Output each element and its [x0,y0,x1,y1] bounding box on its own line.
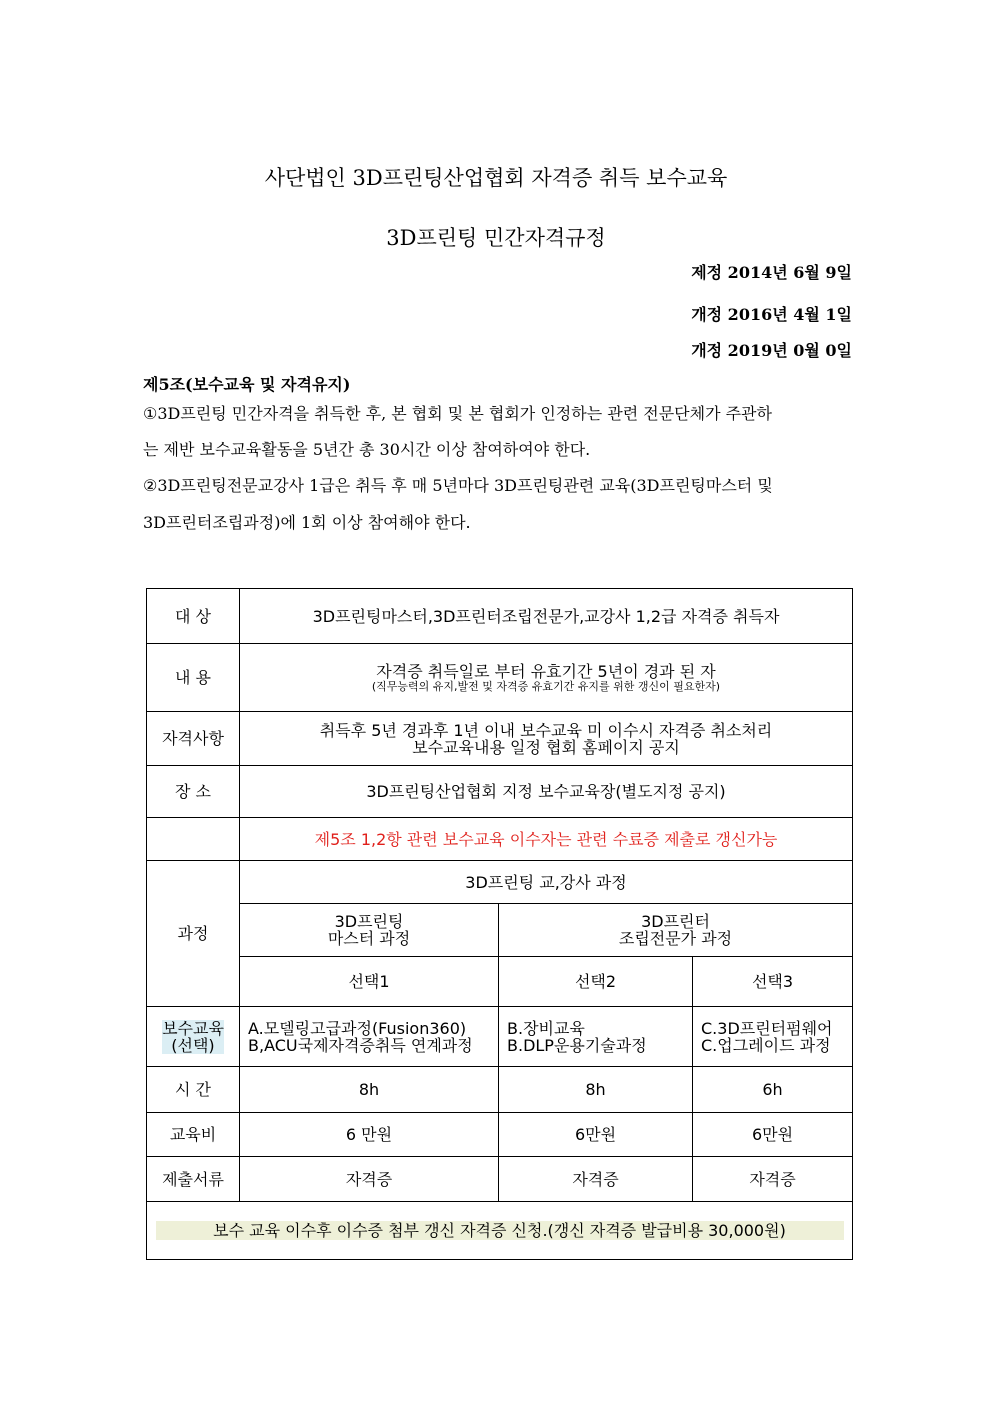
place-value: 3D프린팅산업협회 지정 보수교육장(별도지정 공지) [240,766,853,818]
education-option-1-line-2: B,ACU국제자격증취득 연계과정 [248,1035,473,1055]
course-label: 과정 [147,861,240,1007]
footer-cell [147,1202,853,1260]
paragraph-2-line-1: ②3D프린팅전문교강사 1급은 취득 후 매 5년마다 3D프린팅관련 교육(3D프린팅마스터 및 [143,476,773,495]
assembly-course-cell [499,904,853,957]
time-label: 시 간 [147,1067,240,1113]
qualification-row [147,712,853,766]
paragraph-1-line-2: 는 제반 보수교육활동을 5년간 총 30시간 이상 참여하여야 한다. [143,440,591,459]
choice-1: 선택1 [240,957,499,1007]
course-type-row [147,904,853,957]
education-label-line-2: (선택) [171,1035,215,1055]
documents-row [147,1157,853,1202]
qualification-label: 자격사항 [147,712,240,766]
content-value: 자격증 취득일로 부터 유효기간 5년이 경과 된 자 [376,661,716,681]
fee-1: 6 만원 [240,1113,499,1157]
course-header: 3D프린팅 교,강사 과정 [240,861,853,904]
education-table [146,588,853,1260]
documents-2: 자격증 [499,1157,693,1202]
notice-text: 제5조 1,2항 관련 보수교육 이수자는 관련 수료증 제출로 갱신가능 [240,818,853,861]
education-option-3 [693,1007,853,1067]
place-row [147,766,853,818]
fee-2: 6만원 [499,1113,693,1157]
qualification-line-1: 취득후 5년 경과후 1년 이내 보수교육 미 이수시 자격증 취소처리 [319,720,773,740]
revision-date-1: 개정 2016년 4월 1일 [691,305,852,324]
time-2: 8h [499,1067,693,1113]
document-title: 사단법인 3D프린팅산업협회 자격증 취득 보수교육 [264,166,728,190]
content-label: 내 용 [147,644,240,712]
place-label: 장 소 [147,766,240,818]
content-row [147,644,853,712]
choice-3: 선택3 [693,957,853,1007]
target-row [147,589,853,644]
education-option-2-line-1: B.장비교육 [507,1018,585,1038]
education-option-3-line-2: C.업그레이드 과정 [701,1035,831,1055]
master-course-line-2: 마스터 과정 [327,929,411,948]
education-option-1 [240,1007,499,1067]
course-header-row [147,861,853,904]
documents-3: 자격증 [693,1157,853,1202]
article-heading: 제5조(보수교육 및 자격유지) [143,375,351,394]
footer-row [147,1202,853,1260]
content-note: (직무능력의 유지,발전 및 자격증 유효기간 유지를 위한 갱신이 필요한자) [371,679,721,693]
paragraph-1-line-1: ①3D프린팅 민간자격을 취득한 후, 본 협회 및 본 협회가 인정하는 관련 전문단체가 주관하 [143,404,772,423]
time-1: 8h [240,1067,499,1113]
fee-label: 교육비 [147,1113,240,1157]
education-label-highlight [162,1020,224,1054]
choice-row [147,957,853,1007]
qualification-line-2: 보수교육내용 일정 협회 홈페이지 공지 [412,737,680,757]
paragraph-2-line-2: 3D프린터조립과정)에 1회 이상 참여해야 한다. [143,513,471,532]
content-cell [240,644,853,712]
fee-3: 6만원 [693,1113,853,1157]
document-subtitle: 3D프린팅 민간자격규정 [386,226,606,250]
notice-empty-cell [147,818,240,861]
education-option-3-line-1: C.3D프린터펌웨어 [701,1018,833,1038]
assembly-course-line-1: 3D프린터 [641,912,710,931]
documents-1: 자격증 [240,1157,499,1202]
time-row [147,1067,853,1113]
enactment-date: 제정 2014년 6월 9일 [691,263,852,282]
time-3: 6h [693,1067,853,1113]
education-option-2 [499,1007,693,1067]
education-option-2-line-2: B.DLP운용기술과정 [507,1035,647,1055]
education-row [147,1007,853,1067]
education-label-cell [147,1007,240,1067]
choice-2: 선택2 [499,957,693,1007]
assembly-course-line-2: 조립전문가 과정 [618,929,733,948]
documents-label: 제출서류 [147,1157,240,1202]
target-value: 3D프린팅마스터,3D프린터조립전문가,교강사 1,2급 자격증 취득자 [240,589,853,644]
notice-row [147,818,853,861]
fee-row [147,1113,853,1157]
qualification-cell [240,712,853,766]
master-course-line-1: 3D프린팅 [334,912,404,931]
education-option-1-line-1: A.모델링고급과정(Fusion360) [248,1018,467,1038]
master-course-cell [240,904,499,957]
education-label-line-1: 보수교육 [162,1018,224,1038]
footer-text: 보수 교육 이수후 이수증 첨부 갱신 자격증 신청.(갱신 자격증 발급비용 30,000원) [156,1221,844,1240]
revision-date-2: 개정 2019년 0월 0일 [691,341,852,360]
target-label: 대 상 [147,589,240,644]
